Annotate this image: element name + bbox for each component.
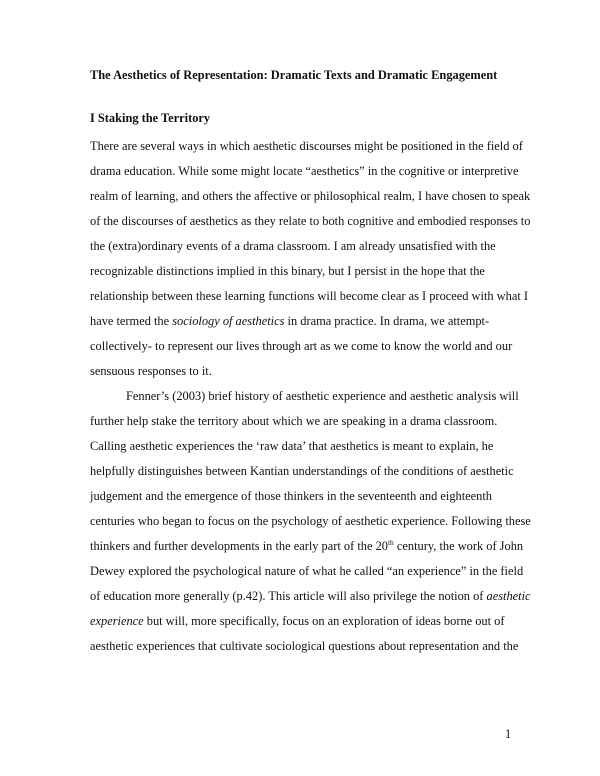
text-line: drama education. While some might locate “aesthetics” in the cognitive or interpretive	[90, 164, 519, 178]
text-line	[90, 613, 505, 629]
text-line	[90, 588, 531, 604]
paper-title: The Aesthetics of Representation: Dramatic Texts and Dramatic Engagement	[90, 68, 498, 82]
text-line: of the discourses of aesthetics as they relate to both cognitive and embodied responses to	[90, 214, 531, 228]
text-line: judgement and the emergence of those thinkers in the seventeenth and eighteenth	[90, 489, 492, 503]
italic-term: aesthetic	[486, 589, 531, 603]
text-line: Calling aesthetic experiences the ‘raw data’ that aesthetics is meant to explain, he	[90, 439, 494, 453]
text-line: There are several ways in which aesthetic discourses might be positioned in the field of	[90, 139, 523, 153]
superscript: th	[387, 538, 394, 547]
italic-term: sociology of aesthetics	[172, 314, 285, 328]
text-line: the (extra)ordinary events of a drama classroom. I am already unsatisfied with the	[90, 239, 496, 253]
page-number: 1	[505, 727, 512, 741]
text-run: of education more generally (p.42). This article will also privilege the notion of	[90, 589, 487, 603]
text-line: realm of learning, and others the affective or philosophical realm, I have chosen to speak	[90, 189, 531, 203]
text-line: recognizable distinctions implied in this binary, but I persist in the hope that the	[90, 264, 485, 278]
text-run: in drama practice. In drama, we attempt-	[284, 314, 490, 328]
text-line: relationship between these learning functions will become clear as I proceed with what I	[90, 289, 528, 303]
italic-term: experience	[90, 614, 144, 628]
text-line: sensuous responses to it.	[90, 364, 212, 378]
text-line: centuries who began to focus on the psychology of aesthetic experience. Following these	[90, 514, 531, 528]
text-line	[90, 313, 489, 329]
text-line: aesthetic experiences that cultivate sociological questions about representation and the	[90, 639, 519, 653]
text-line: further help stake the territory about which we are speaking in a drama classroom.	[90, 414, 498, 428]
text-line	[90, 538, 523, 554]
text-run: century, the work of John	[393, 539, 524, 553]
text-run: have termed the	[90, 314, 173, 328]
text-line: Dewey explored the psychological nature of what he called “an experience” in the field	[90, 564, 524, 578]
section-heading: I Staking the Territory	[90, 111, 211, 125]
text-line: helpfully distinguishes between Kantian understandings of the conditions of aesthetic	[90, 464, 514, 478]
text-run: thinkers and further developments in the early part of the 20	[90, 539, 388, 553]
text-run: but will, more specifically, focus on an exploration of ideas borne out of	[143, 614, 505, 628]
text-line: Fenner’s (2003) brief history of aesthetic experience and aesthetic analysis will	[126, 389, 519, 403]
text-line: collectively- to represent our lives through art as we come to know the world and our	[90, 339, 513, 353]
